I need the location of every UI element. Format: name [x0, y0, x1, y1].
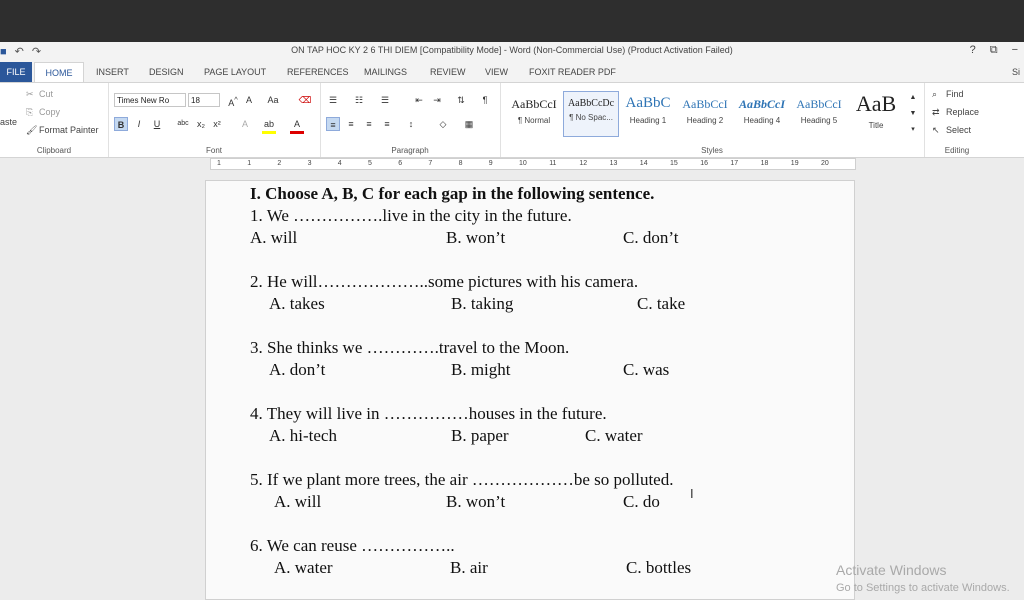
editing-label: Editing — [944, 146, 970, 155]
tab-design[interactable]: DESIGN — [149, 67, 184, 77]
style-no-spacing[interactable]: AaBbCcDc ¶ No Spac... — [563, 91, 619, 137]
tab-page-layout[interactable]: PAGE LAYOUT — [204, 67, 267, 77]
underline-button[interactable]: U — [153, 119, 161, 129]
subscript-button[interactable]: x₂ — [197, 119, 205, 129]
show-marks-icon[interactable]: ¶ — [482, 95, 488, 105]
superscript-button[interactable]: x² — [213, 119, 221, 129]
q6-option-a: A. water — [274, 558, 333, 577]
q5-option-c: C. do — [623, 492, 660, 511]
paragraph-group — [320, 83, 501, 157]
save-icon[interactable]: ■ — [0, 46, 7, 58]
window-title: ON TAP HOC KY 2 6 THI DIEM [Compatibility Mode] - Word (Non-Commercial Use) (Product Activation Failed) — [291, 45, 733, 55]
borders-icon[interactable]: ▦ — [464, 119, 474, 129]
q4-option-c: C. water — [585, 426, 643, 445]
question-6: 6. We can reuse …………….. — [250, 536, 455, 555]
ruler-tick: 18 — [760, 160, 769, 167]
activate-windows-title: Activate Windows — [836, 562, 947, 578]
ruler-tick: 3 — [307, 160, 312, 167]
tab-home[interactable]: HOME — [34, 62, 84, 82]
q1-option-a: A. will — [250, 228, 298, 247]
grow-font-icon[interactable]: A^ — [228, 95, 238, 108]
ruler-tick: 8 — [458, 160, 463, 167]
style-title[interactable]: AaB Title — [855, 91, 897, 130]
ribbon-tabs — [0, 62, 1024, 82]
clear-format-icon[interactable]: ⌫ — [298, 95, 312, 105]
q5-option-a: A. will — [274, 492, 322, 511]
ruler-tick: 4 — [337, 160, 342, 167]
ruler-tick: 16 — [700, 160, 708, 167]
shading-icon[interactable]: ◇ — [439, 119, 447, 129]
tab-mailings[interactable]: MAILINGS — [364, 67, 408, 77]
tab-view[interactable]: VIEW — [485, 67, 509, 77]
tab-review[interactable]: REVIEW — [430, 67, 466, 77]
ruler-tick: 20 — [821, 160, 829, 167]
align-center-icon[interactable]: ≡ — [348, 119, 354, 129]
bullets-icon[interactable]: ☰ — [328, 95, 338, 105]
q3-option-c: C. was — [623, 360, 670, 379]
ruler-tick: 9 — [488, 160, 493, 167]
text-effects-icon[interactable]: A — [241, 119, 248, 129]
ribbon — [0, 82, 1024, 158]
ruler-tick: 10 — [519, 160, 527, 167]
minimize-icon[interactable]: − — [1011, 44, 1018, 56]
cut-icon[interactable]: ✂ — [26, 89, 34, 99]
ruler-tick: 13 — [609, 160, 618, 167]
style-heading-5[interactable]: AaBbCcI Heading 5 — [796, 97, 842, 125]
activate-windows-subtitle: Go to Settings to activate Windows. — [836, 582, 1010, 594]
copy-button[interactable]: Copy — [39, 107, 61, 117]
paste-button[interactable]: aste — [0, 117, 18, 127]
ruler-tick: 6 — [398, 160, 403, 167]
replace-button[interactable]: Replace — [946, 107, 980, 117]
question-5: 5. If we plant more trees, the air ………………be so polluted. — [250, 470, 674, 489]
ruler-tick: 11 — [549, 160, 557, 167]
font-label: Font — [205, 146, 222, 155]
ruler-tick: 7 — [428, 160, 433, 167]
increase-indent-icon[interactable]: ⇥ — [433, 95, 441, 105]
justify-icon[interactable]: ≡ — [384, 119, 390, 129]
align-left-icon[interactable]: ≡ — [326, 117, 340, 131]
ruler-tick: 12 — [579, 160, 588, 167]
editing-group — [924, 83, 990, 157]
font-name-select[interactable]: Times New Ro — [114, 93, 186, 107]
help-icon[interactable]: ? — [969, 44, 976, 56]
select-button[interactable]: Select — [946, 125, 972, 135]
q4-option-a: A. hi-tech — [269, 426, 337, 445]
multilevel-list-icon[interactable]: ☰ — [380, 95, 390, 105]
styles-group — [500, 83, 925, 157]
style-heading-2[interactable]: AaBbCcI Heading 2 — [682, 97, 728, 125]
select-icon[interactable]: ↖ — [932, 125, 940, 135]
font-size-select[interactable]: 18 — [188, 93, 220, 107]
section-heading: I. Choose A, B, C for each gap in the following sentence. — [250, 184, 655, 203]
q1-option-b: B. won’t — [446, 228, 506, 247]
shrink-font-icon[interactable]: A — [245, 95, 252, 105]
numbering-icon[interactable]: ☷ — [354, 95, 364, 105]
ruler-tick: 14 — [639, 160, 648, 167]
paragraph-label: Paragraph — [391, 146, 429, 155]
format-painter-icon[interactable]: 🖌 — [26, 125, 38, 135]
cut-button[interactable]: Cut — [39, 89, 54, 99]
find-button[interactable]: Find — [946, 89, 964, 99]
question-4: 4. They will live in ……………houses in the future. — [250, 404, 607, 423]
replace-icon[interactable]: ⇄ — [932, 107, 940, 117]
ruler-tick: 17 — [730, 160, 739, 167]
style-heading-1[interactable]: AaBbC Heading 1 — [625, 95, 671, 125]
clipboard-label: Clipboard — [36, 146, 72, 155]
font-color-icon[interactable]: A — [290, 117, 304, 134]
style-heading-4[interactable]: AaBbCcI Heading 4 — [738, 97, 785, 125]
ruler-tick: 15 — [670, 160, 678, 167]
change-case-icon[interactable]: Aa — [267, 95, 279, 105]
clipboard-group — [0, 83, 109, 157]
highlight-icon[interactable]: ab — [262, 117, 276, 134]
redo-icon[interactable]: ↷ — [31, 46, 42, 58]
ruler[interactable] — [210, 158, 856, 170]
bold-button[interactable]: B — [114, 117, 128, 131]
tab-sign-in[interactable]: Si — [1012, 67, 1021, 77]
q4-option-b: B. paper — [451, 426, 509, 445]
copy-icon[interactable]: ⎘ — [26, 107, 34, 117]
sort-icon[interactable]: ⇅ — [457, 95, 465, 105]
ruler-tick: 1 — [217, 160, 221, 167]
ruler-tick: 1 — [247, 160, 252, 167]
undo-icon[interactable]: ↶ — [14, 46, 24, 58]
style-normal[interactable]: AaBbCcI ¶ Normal — [511, 97, 557, 125]
top-dark-bar — [0, 0, 1024, 42]
q2-option-c: C. take — [637, 294, 686, 313]
ruler-tick: 19 — [790, 160, 799, 167]
q2-option-a: A. takes — [269, 294, 325, 313]
styles-scroll-up-icon[interactable]: ▲ — [909, 94, 917, 101]
tab-file[interactable]: FILE — [0, 62, 32, 82]
styles-label: Styles — [701, 146, 723, 155]
line-spacing-icon[interactable]: ↕ — [408, 119, 414, 129]
q2-option-b: B. taking — [451, 294, 514, 313]
question-1: 1. We …………….live in the city in the future. — [250, 206, 572, 225]
question-2: 2. He will………………..some pictures with his camera. — [250, 272, 639, 291]
title-bar — [0, 42, 1024, 62]
q3-option-b: B. might — [451, 360, 511, 379]
ruler-tick: 2 — [277, 160, 282, 167]
text-cursor-icon: I — [690, 486, 694, 501]
question-3: 3. She thinks we ………….travel to the Moon. — [250, 338, 570, 357]
q3-option-a: A. don’t — [269, 360, 326, 379]
q6-option-c: C. bottles — [626, 558, 692, 577]
italic-button[interactable]: I — [137, 119, 141, 129]
restore-icon[interactable]: ⧉ — [989, 44, 998, 56]
find-icon[interactable]: ⌕ — [932, 89, 938, 99]
styles-scroll-down-icon[interactable]: ▼ — [909, 110, 917, 117]
styles-more-icon[interactable]: ▾ — [911, 126, 915, 133]
tab-foxit[interactable]: FOXIT READER PDF — [529, 67, 616, 77]
strikethrough-button[interactable]: abc — [177, 120, 189, 127]
q6-option-b: B. air — [450, 558, 488, 577]
format-painter-button[interactable]: Format Painter — [39, 125, 99, 135]
font-group — [108, 83, 321, 157]
q5-option-b: B. won’t — [446, 492, 506, 511]
ruler-tick: 5 — [368, 160, 372, 167]
align-right-icon[interactable]: ≡ — [366, 119, 372, 129]
tab-references[interactable]: REFERENCES — [287, 67, 349, 77]
tab-insert[interactable]: INSERT — [96, 67, 129, 77]
decrease-indent-icon[interactable]: ⇤ — [415, 95, 423, 105]
q1-option-c: C. don’t — [623, 228, 679, 247]
